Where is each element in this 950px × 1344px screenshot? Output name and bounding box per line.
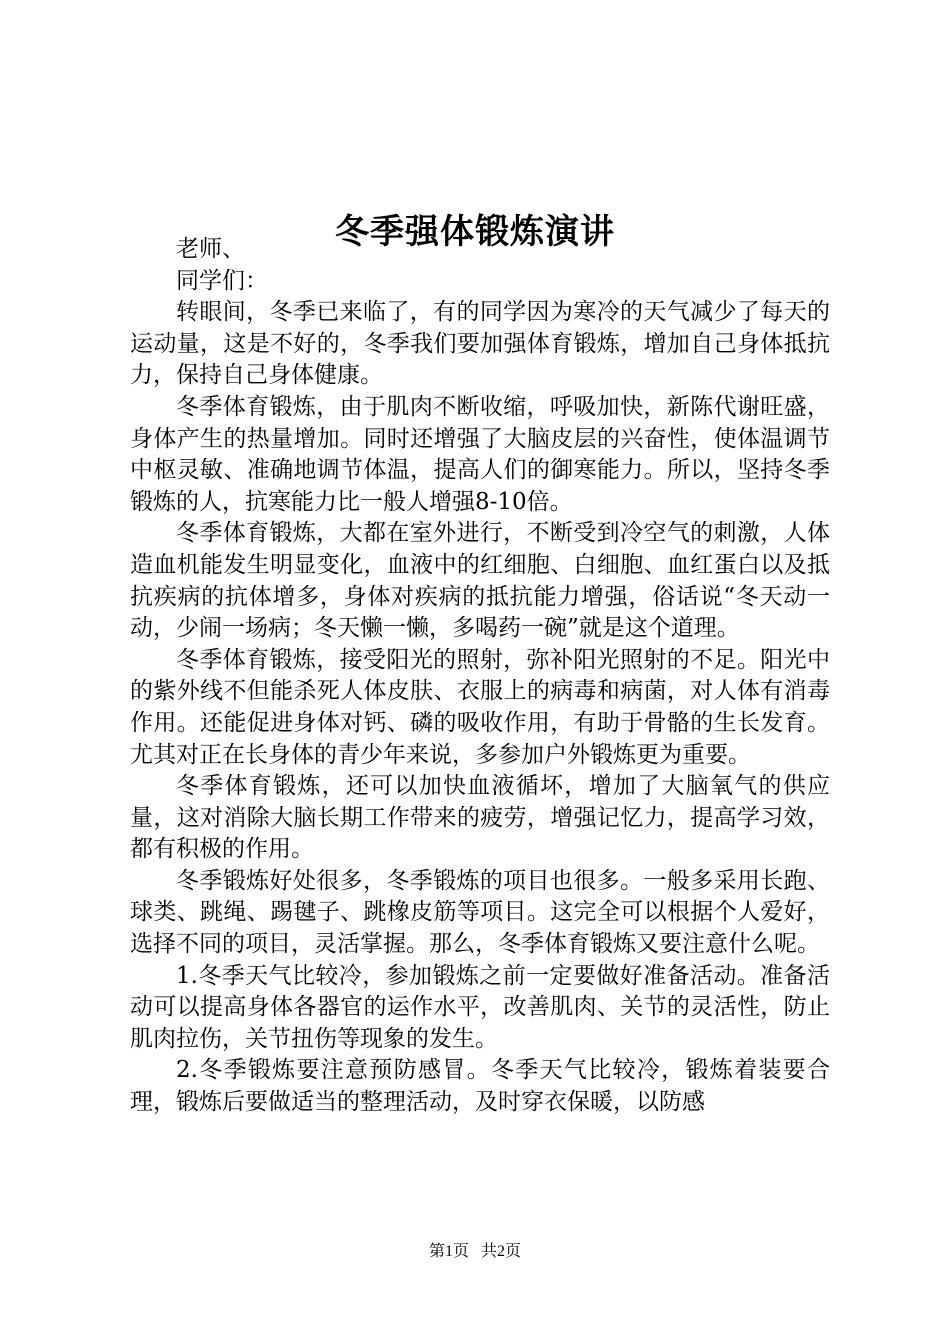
paragraph: 冬季体育锻炼，还可以加快血液循坏，增加了大脑氧气的供应量，这对消除大脑长期工作带来的疲劳，增强记忆力，提高学习效，都有积极的作用。 — [130, 773, 830, 863]
list-item-paragraph: 1.冬季天气比较冷，参加锻炼之前一定要做好准备活动。准备活动可以提高身体各器官的运作水平，改善肌肉、关节的灵活性，防止肌肉拉伤，关节扭伤等现象的发生。 — [130, 962, 830, 1052]
paragraph: 转眼间，冬季已来临了，有的同学因为寒冷的天气减少了每天的运动量，这是不好的，冬季我们要加强体育锻炼，增加自己身体抵抗力，保持自己身体健康。 — [130, 299, 830, 389]
paragraph: 冬季锻炼好处很多，冬季锻炼的项目也很多。一般多采用长跑、球类、跳绳、踢毽子、跳橡皮筋等项目。这完全可以根据个人爱好，选择不同的项目，灵活掌握。那么，冬季体育锻炼又要注意什么呢。 — [130, 867, 830, 958]
list-item-paragraph: 2.冬季锻炼要注意预防感冒。冬季天气比较冷，锻炼着装要合理，锻炼后要做适当的整理活动，及时穿衣保暖，以防感 — [130, 1057, 830, 1116]
page-number: 第1页 — [428, 1243, 469, 1260]
document-body — [130, 234, 830, 1119]
page-total: 共2页 — [481, 1243, 522, 1260]
paragraph: 冬季体育锻炼，接受阳光的照射，弥补阳光照射的不足。阳光中的紫外线不但能杀死人体皮肤、衣服上的病毒和病菌，对人体有消毒作用。还能促进身体对钙、磷的吸收作用，有助于骨骼的生长发育。尤其对正在长身体的青少年来说，多参加户外锻炼更为重要。 — [130, 646, 830, 768]
page-footer — [0, 1240, 950, 1264]
salutation-line: 老师、 — [176, 236, 245, 262]
paragraph: 冬季体育锻炼，由于肌肉不断收缩，呼吸加快，新陈代谢旺盛，身体产生的热量增加。同时还增强了大脑皮层的兴奋性，使体温调节中枢灵敏、准确地调节体温，提高人们的御寒能力。所以，坚持冬季锻炼的人，抗寒能力比一般人增强8-10倍。 — [130, 393, 830, 515]
salutation-line: 同学们： — [176, 267, 268, 294]
paragraph: 冬季体育锻炼，大都在室外进行，不断受到冷空气的刺激，人体造血机能发生明显变化，血液中的红细胞、白细胞、血红蛋白以及抵抗疾病的抗体增多，身体对疾病的抵抗能力增强，俗话说“冬天动一动，少闹一场病；冬天懒一懒，多喝药一碗”就是这个道理。 — [130, 520, 830, 642]
page-title: 冬季强体锻炼演讲 — [335, 211, 615, 252]
